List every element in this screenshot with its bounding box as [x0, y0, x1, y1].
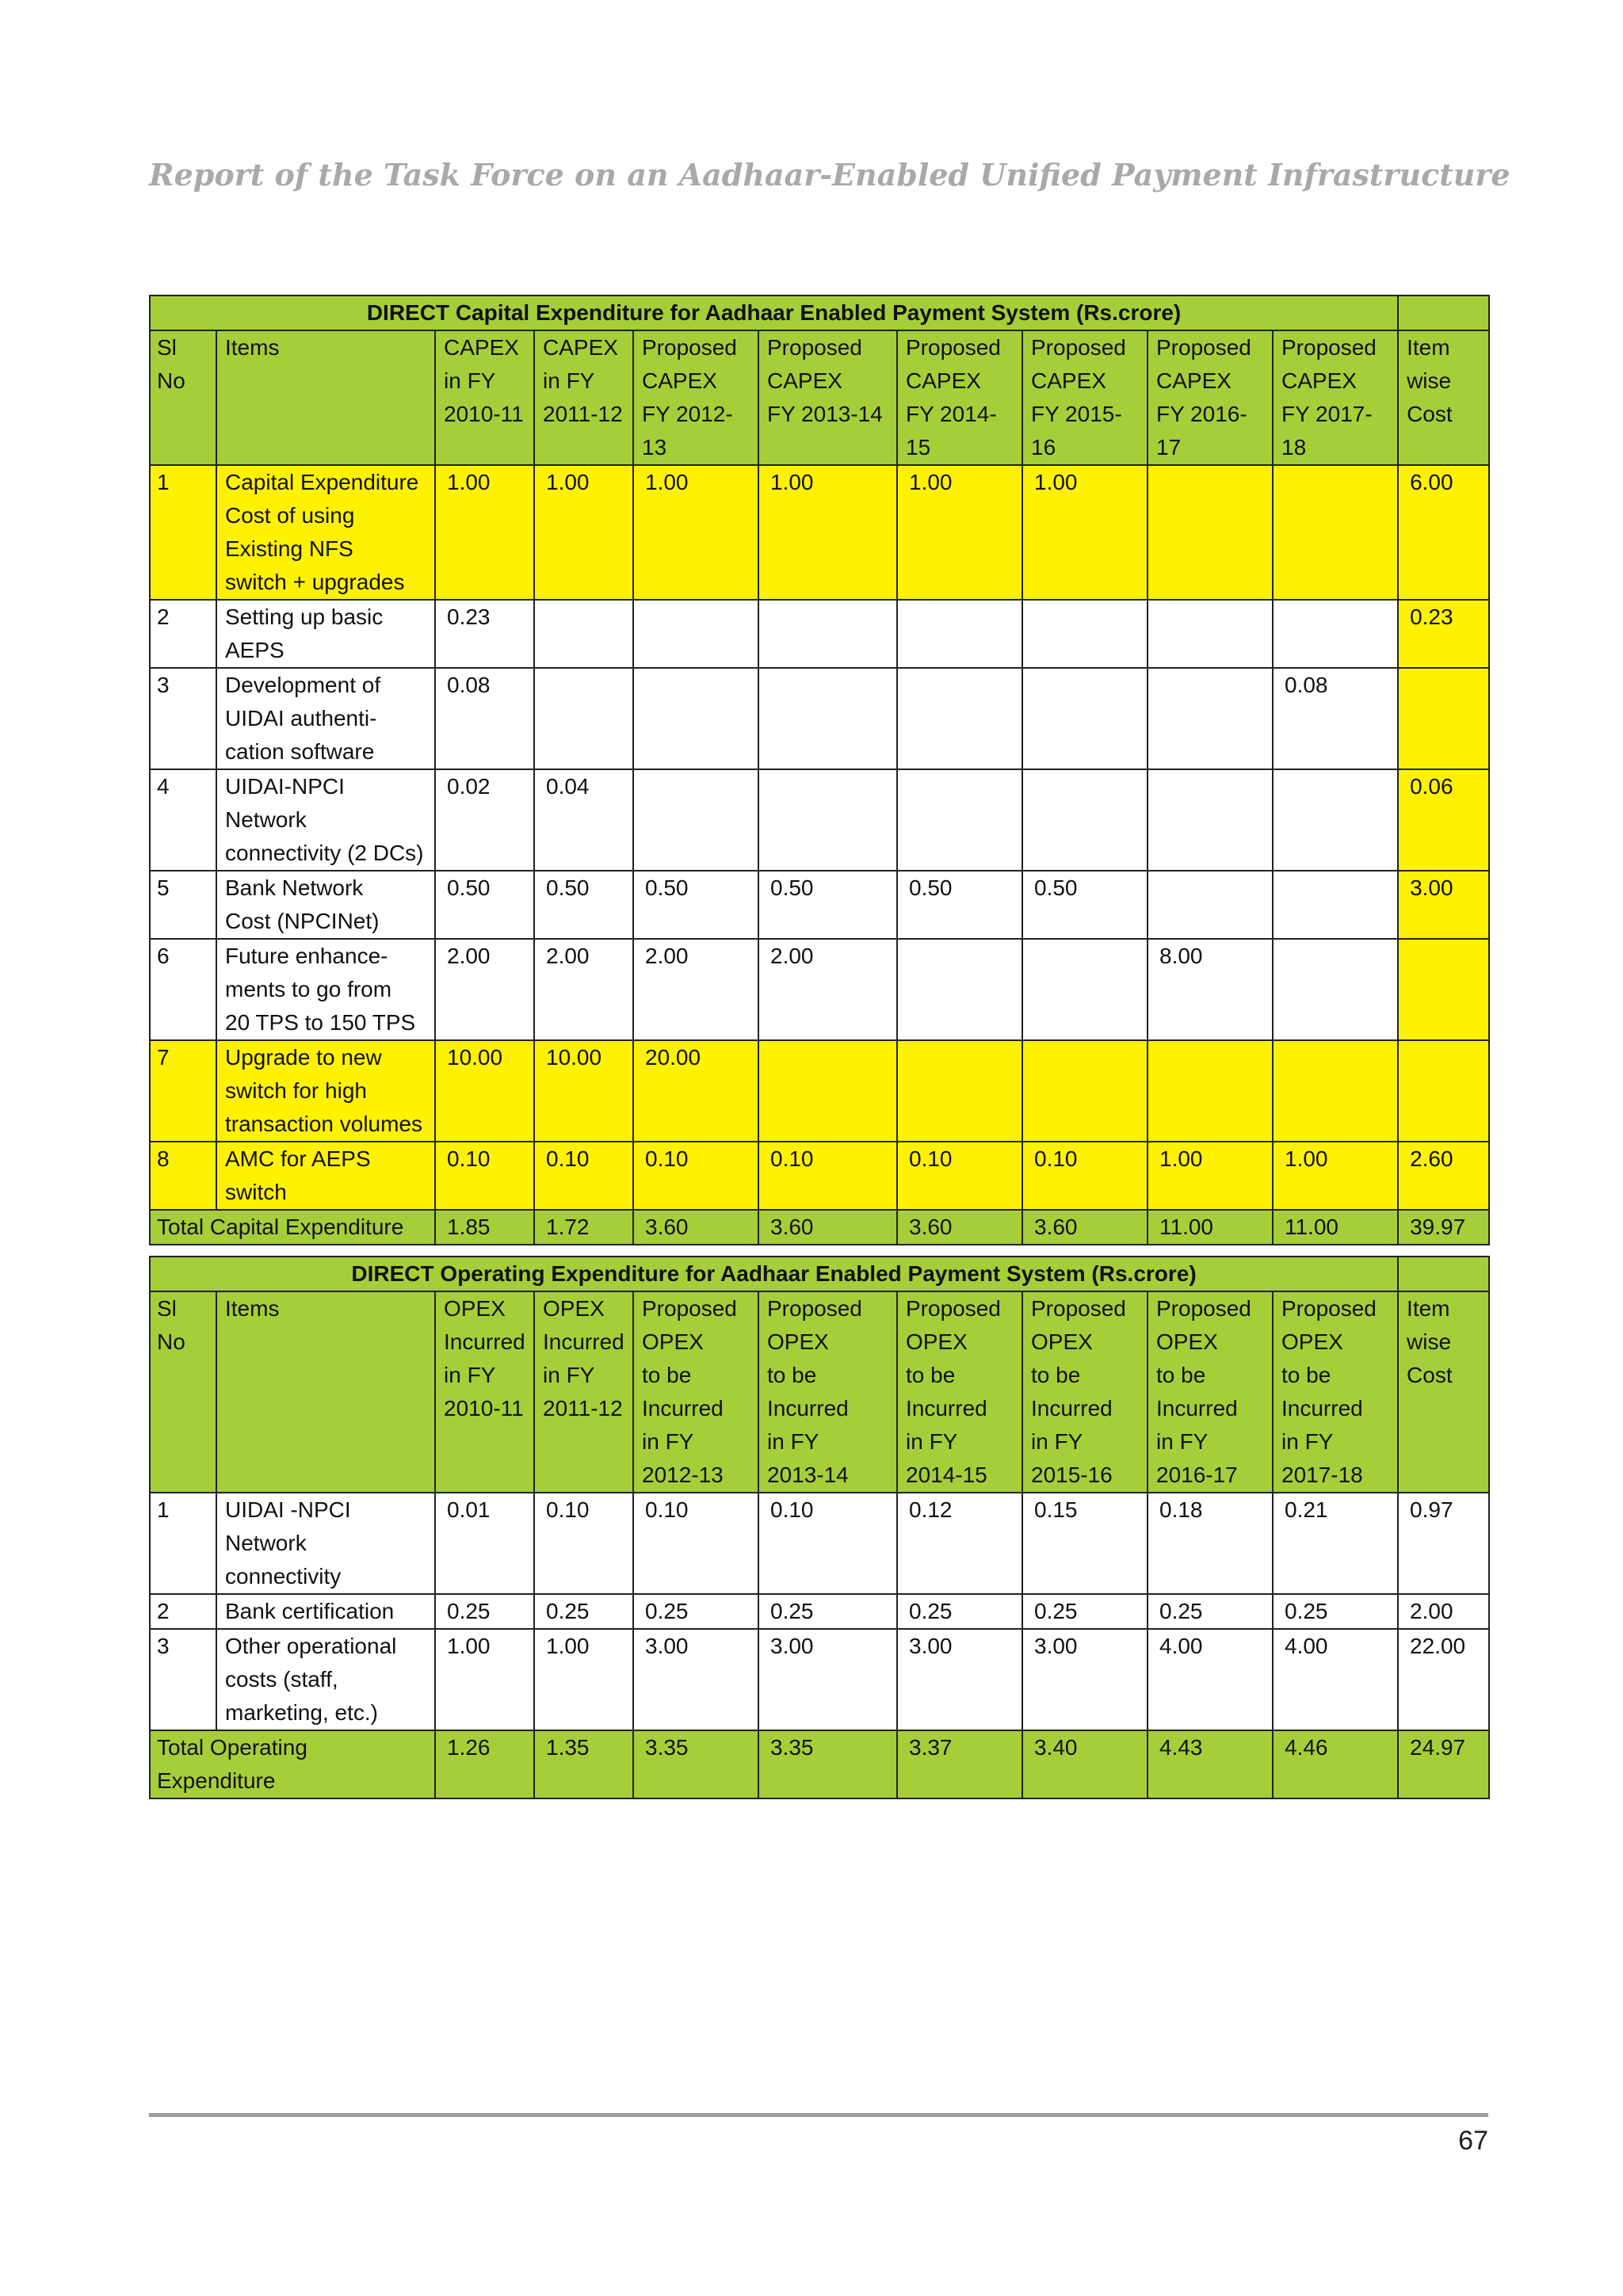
value-cell: 1.00 [435, 465, 534, 600]
column-header: Proposed OPEX to be Incurred in FY 2017-18 [1273, 1291, 1398, 1493]
total-value: 3.35 [758, 1730, 897, 1798]
value-cell: 1.00 [897, 465, 1022, 600]
item-cell: UIDAI-NPCI Network connectivity (2 DCs) [216, 769, 435, 871]
value-cell [1398, 668, 1489, 769]
value-cell [897, 668, 1022, 769]
table-row [150, 939, 1489, 1040]
table-row [150, 1040, 1489, 1142]
serial-cell: 1 [150, 465, 216, 600]
value-cell [1273, 871, 1398, 939]
value-cell [897, 600, 1022, 668]
value-cell: 0.08 [1273, 668, 1398, 769]
value-cell [758, 1040, 897, 1142]
column-header: CAPEX in FY 2011-12 [534, 330, 633, 465]
value-cell [1273, 939, 1398, 1040]
value-cell: 1.00 [1148, 1142, 1273, 1210]
serial-cell: 7 [150, 1040, 216, 1142]
table-row [150, 871, 1489, 939]
value-cell [1022, 668, 1148, 769]
value-cell: 0.10 [534, 1493, 633, 1594]
total-value: 3.60 [758, 1210, 897, 1245]
value-cell [1398, 1040, 1489, 1142]
footer-rule [149, 2113, 1488, 2117]
value-cell: 0.02 [435, 769, 534, 871]
column-header: Items [216, 1291, 435, 1493]
value-cell [1148, 465, 1273, 600]
value-cell: 0.50 [534, 871, 633, 939]
total-value: 1.85 [435, 1210, 534, 1245]
value-cell: 0.50 [758, 871, 897, 939]
serial-cell: 3 [150, 1629, 216, 1730]
value-cell [1148, 600, 1273, 668]
item-cell: Future enhance- ments to go from 20 TPS to 150 TPS [216, 939, 435, 1040]
total-label: Total Operating Expenditure [150, 1730, 435, 1798]
value-cell: 8.00 [1148, 939, 1273, 1040]
value-cell: 0.50 [1022, 871, 1148, 939]
value-cell: 1.00 [1022, 465, 1148, 600]
value-cell: 0.50 [435, 871, 534, 939]
value-cell [1022, 939, 1148, 1040]
opex-header-row [150, 1291, 1489, 1493]
item-cell: AMC for AEPS switch [216, 1142, 435, 1210]
table-row [150, 769, 1489, 871]
value-cell: 2.00 [435, 939, 534, 1040]
value-cell: 4.00 [1148, 1629, 1273, 1730]
table-row [150, 1629, 1489, 1730]
value-cell: 1.00 [534, 1629, 633, 1730]
column-header: Proposed OPEX to be Incurred in FY 2013-14 [758, 1291, 897, 1493]
value-cell: 0.25 [758, 1594, 897, 1629]
value-cell: 0.50 [897, 871, 1022, 939]
opex-title-row [150, 1257, 1489, 1291]
value-cell [633, 600, 758, 668]
value-cell [633, 769, 758, 871]
total-value: 3.35 [633, 1730, 758, 1798]
value-cell [534, 600, 633, 668]
value-cell: 0.06 [1398, 769, 1489, 871]
column-header: Proposed CAPEX FY 2014-15 [897, 330, 1022, 465]
serial-cell: 2 [150, 1594, 216, 1629]
value-cell [633, 668, 758, 769]
serial-cell: 4 [150, 769, 216, 871]
item-cell: Development of UIDAI authenti- cation software [216, 668, 435, 769]
report-header: Report of the Task Force on an Aadhaar-Enabled Unified Payment Infrastructure [149, 157, 1510, 193]
value-cell [1022, 600, 1148, 668]
item-cell: Bank certification [216, 1594, 435, 1629]
table-row [150, 465, 1489, 600]
serial-cell: 3 [150, 668, 216, 769]
column-header: Proposed CAPEX FY 2013-14 [758, 330, 897, 465]
column-header: Proposed OPEX to be Incurred in FY 2014-15 [897, 1291, 1022, 1493]
value-cell: 3.00 [897, 1629, 1022, 1730]
capex-title: DIRECT Capital Expenditure for Aadhaar Enabled Payment System (Rs.crore) [150, 296, 1398, 330]
capex-table [149, 295, 1490, 1245]
column-header: Proposed OPEX to be Incurred in FY 2012-13 [633, 1291, 758, 1493]
value-cell: 0.25 [435, 1594, 534, 1629]
total-value: 1.26 [435, 1730, 534, 1798]
value-cell: 0.10 [1022, 1142, 1148, 1210]
value-cell: 2.00 [534, 939, 633, 1040]
column-header: Proposed OPEX to be Incurred in FY 2016-17 [1148, 1291, 1273, 1493]
table-row [150, 668, 1489, 769]
column-header: Items [216, 330, 435, 465]
value-cell [758, 668, 897, 769]
item-cell: Upgrade to new switch for high transaction volumes [216, 1040, 435, 1142]
value-cell [897, 769, 1022, 871]
serial-cell: 1 [150, 1493, 216, 1594]
opex-total-row [150, 1730, 1489, 1798]
total-label: Total Capital Expenditure [150, 1210, 435, 1245]
total-value: 39.97 [1398, 1210, 1489, 1245]
total-value: 3.37 [897, 1730, 1022, 1798]
value-cell [1273, 600, 1398, 668]
value-cell [1148, 871, 1273, 939]
value-cell [1148, 1040, 1273, 1142]
value-cell: 2.00 [758, 939, 897, 1040]
capex-total-row [150, 1210, 1489, 1245]
value-cell: 0.18 [1148, 1493, 1273, 1594]
total-value: 24.97 [1398, 1730, 1489, 1798]
value-cell: 22.00 [1398, 1629, 1489, 1730]
value-cell: 0.23 [435, 600, 534, 668]
value-cell: 0.10 [758, 1142, 897, 1210]
value-cell: 0.12 [897, 1493, 1022, 1594]
value-cell: 0.10 [758, 1493, 897, 1594]
table-row [150, 1594, 1489, 1629]
value-cell [1398, 939, 1489, 1040]
column-header: Proposed CAPEX FY 2015-16 [1022, 330, 1148, 465]
column-header: CAPEX in FY 2010-11 [435, 330, 534, 465]
value-cell: 0.15 [1022, 1493, 1148, 1594]
value-cell [1148, 769, 1273, 871]
serial-cell: 2 [150, 600, 216, 668]
value-cell: 2.00 [1398, 1594, 1489, 1629]
item-cell: Capital Expenditure Cost of using Existing NFS switch + upgrades [216, 465, 435, 600]
value-cell: 3.00 [1398, 871, 1489, 939]
value-cell [758, 769, 897, 871]
value-cell: 0.25 [1022, 1594, 1148, 1629]
value-cell: 0.10 [435, 1142, 534, 1210]
value-cell: 0.25 [633, 1594, 758, 1629]
total-value: 11.00 [1273, 1210, 1398, 1245]
value-cell [1148, 668, 1273, 769]
value-cell: 2.60 [1398, 1142, 1489, 1210]
value-cell: 0.10 [633, 1142, 758, 1210]
total-value: 3.60 [1022, 1210, 1148, 1245]
serial-cell: 8 [150, 1142, 216, 1210]
column-header: Item wise Cost [1398, 1291, 1489, 1493]
value-cell: 2.00 [633, 939, 758, 1040]
capex-header-row [150, 330, 1489, 465]
value-cell: 0.23 [1398, 600, 1489, 668]
capex-title-blank [1398, 296, 1489, 330]
column-header: OPEX Incurred in FY 2010-11 [435, 1291, 534, 1493]
value-cell: 0.25 [897, 1594, 1022, 1629]
opex-body [150, 1257, 1489, 1798]
value-cell [758, 600, 897, 668]
value-cell: 10.00 [435, 1040, 534, 1142]
total-value: 11.00 [1148, 1210, 1273, 1245]
total-value: 3.60 [633, 1210, 758, 1245]
total-value: 1.35 [534, 1730, 633, 1798]
value-cell: 0.25 [1148, 1594, 1273, 1629]
total-value: 4.43 [1148, 1730, 1273, 1798]
value-cell: 1.00 [435, 1629, 534, 1730]
value-cell: 1.00 [1273, 1142, 1398, 1210]
value-cell: 0.04 [534, 769, 633, 871]
capex-body [150, 296, 1489, 1245]
item-cell: Setting up basic AEPS [216, 600, 435, 668]
value-cell: 0.10 [897, 1142, 1022, 1210]
opex-title: DIRECT Operating Expenditure for Aadhaar Enabled Payment System (Rs.crore) [150, 1257, 1398, 1291]
capex-title-row [150, 296, 1489, 330]
value-cell [1273, 1040, 1398, 1142]
item-cell: Other operational costs (staff, marketing, etc.) [216, 1629, 435, 1730]
column-header: Proposed CAPEX FY 2012-13 [633, 330, 758, 465]
column-header: Proposed CAPEX FY 2017-18 [1273, 330, 1398, 465]
item-cell: UIDAI -NPCI Network connectivity [216, 1493, 435, 1594]
value-cell: 10.00 [534, 1040, 633, 1142]
table-row [150, 600, 1489, 668]
value-cell: 0.50 [633, 871, 758, 939]
value-cell: 0.08 [435, 668, 534, 769]
opex-title-blank [1398, 1257, 1489, 1291]
serial-cell: 6 [150, 939, 216, 1040]
value-cell [1022, 1040, 1148, 1142]
total-value: 1.72 [534, 1210, 633, 1245]
value-cell: 20.00 [633, 1040, 758, 1142]
value-cell: 1.00 [758, 465, 897, 600]
column-header: OPEX Incurred in FY 2011-12 [534, 1291, 633, 1493]
column-header: Item wise Cost [1398, 330, 1489, 465]
value-cell: 0.25 [534, 1594, 633, 1629]
value-cell: 3.00 [758, 1629, 897, 1730]
total-value: 3.60 [897, 1210, 1022, 1245]
value-cell: 0.21 [1273, 1493, 1398, 1594]
value-cell: 0.10 [633, 1493, 758, 1594]
total-value: 3.40 [1022, 1730, 1148, 1798]
value-cell: 0.10 [534, 1142, 633, 1210]
value-cell: 3.00 [633, 1629, 758, 1730]
value-cell: 3.00 [1022, 1629, 1148, 1730]
serial-cell: 5 [150, 871, 216, 939]
value-cell [897, 1040, 1022, 1142]
value-cell: 4.00 [1273, 1629, 1398, 1730]
table-row [150, 1142, 1489, 1210]
column-header: Proposed OPEX to be Incurred in FY 2015-16 [1022, 1291, 1148, 1493]
value-cell: 1.00 [633, 465, 758, 600]
value-cell [897, 939, 1022, 1040]
column-header: Sl No [150, 1291, 216, 1493]
value-cell [1273, 465, 1398, 600]
value-cell: 0.25 [1273, 1594, 1398, 1629]
value-cell: 6.00 [1398, 465, 1489, 600]
column-header: Sl No [150, 330, 216, 465]
value-cell [1022, 769, 1148, 871]
opex-table [149, 1256, 1490, 1799]
column-header: Proposed CAPEX FY 2016-17 [1148, 330, 1273, 465]
value-cell [1273, 769, 1398, 871]
value-cell [534, 668, 633, 769]
total-value: 4.46 [1273, 1730, 1398, 1798]
value-cell: 0.97 [1398, 1493, 1489, 1594]
value-cell: 1.00 [534, 465, 633, 600]
table-row [150, 1493, 1489, 1594]
value-cell: 0.01 [435, 1493, 534, 1594]
page-number: 67 [1458, 2126, 1488, 2156]
item-cell: Bank Network Cost (NPCINet) [216, 871, 435, 939]
